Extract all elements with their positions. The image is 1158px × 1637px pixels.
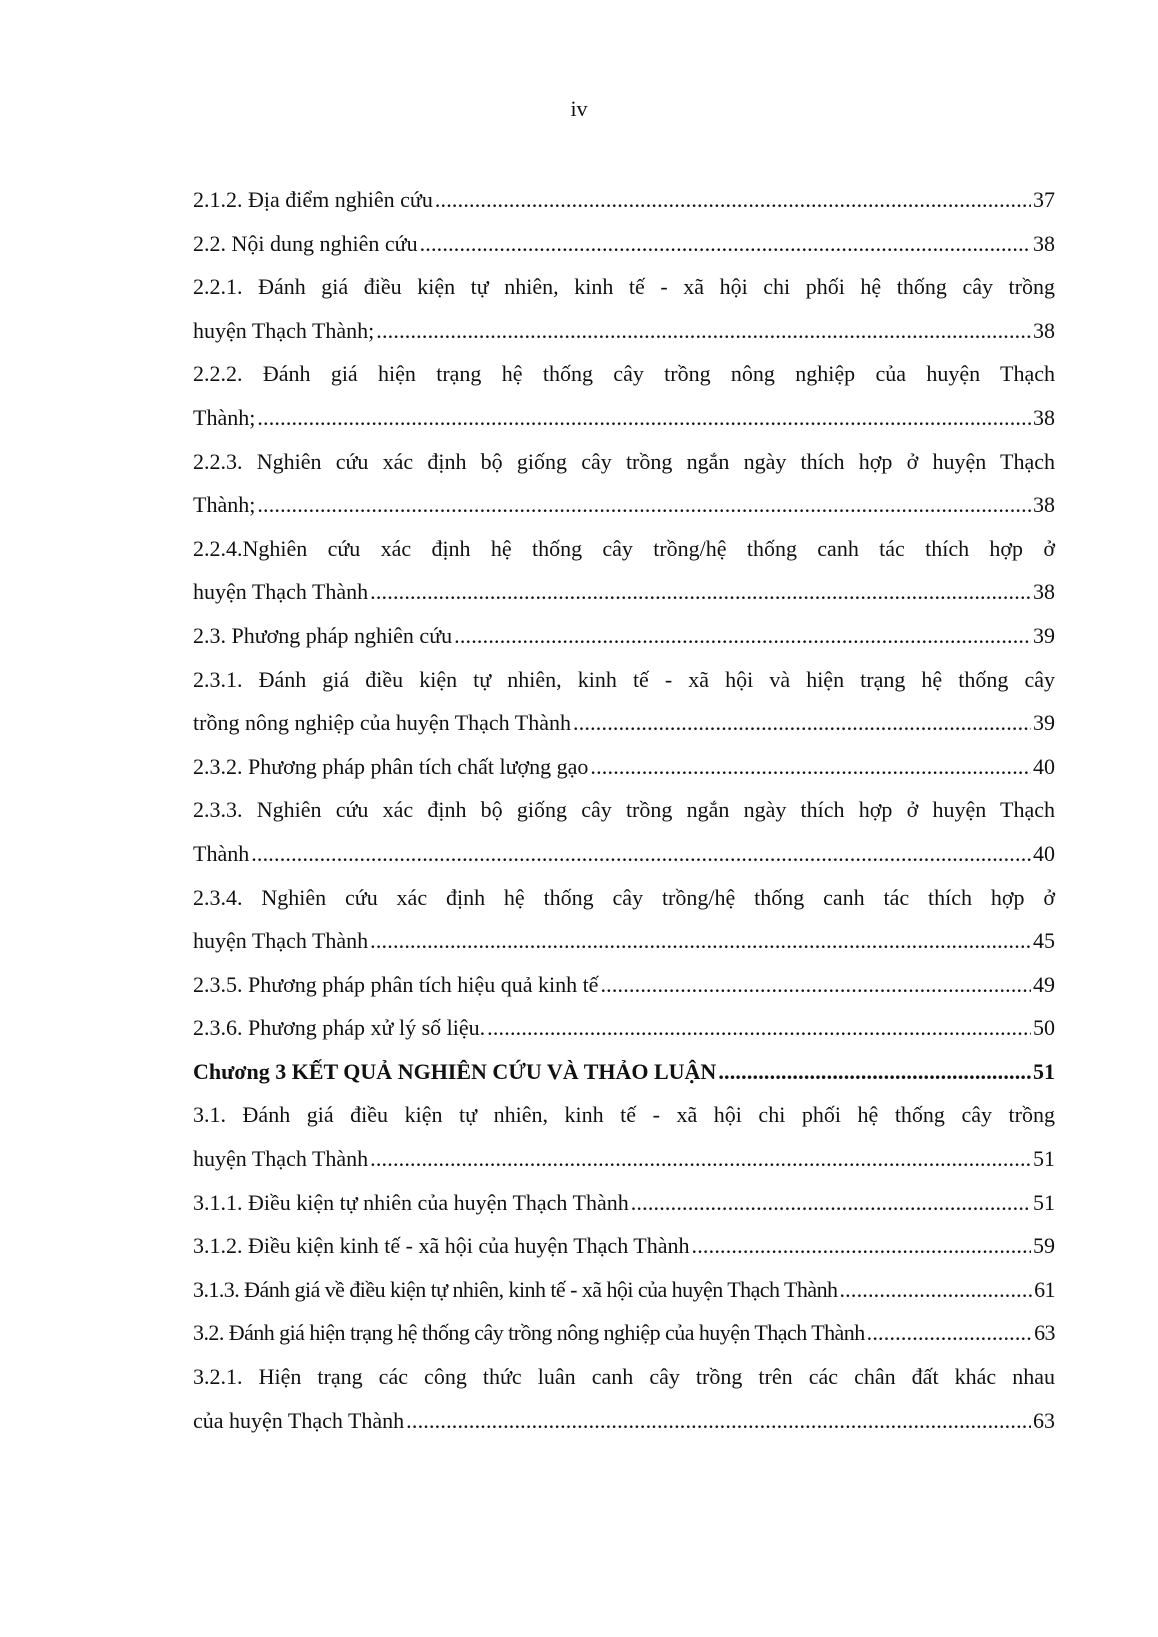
toc-entry-title-cont: huyện Thạch Thành	[193, 928, 369, 954]
toc-entry-title: 3.1.3. Đánh giá về điều kiện tự nhiên, kinh tế - xã hội của huyện Thạch Thành	[193, 1276, 838, 1302]
dot-leader	[839, 1268, 1032, 1312]
toc-page-number: 50	[1033, 1015, 1055, 1041]
toc-page-number: 63	[1034, 1320, 1055, 1346]
dot-leader	[590, 745, 1031, 789]
toc-page-number: 51	[1033, 1146, 1055, 1172]
toc-entry[interactable]	[193, 832, 1055, 876]
toc-page-number: 49	[1033, 971, 1055, 997]
toc-entry-title: 3.1.1. Điều kiện tự nhiên của huyện Thạch Thành	[193, 1189, 629, 1215]
toc-page-number: 38	[1033, 579, 1055, 605]
toc-entry-line[interactable]	[193, 352, 1055, 396]
toc-page-number: 39	[1033, 710, 1055, 736]
toc-entry-line[interactable]	[193, 265, 1055, 309]
toc-page-number: 38	[1033, 492, 1055, 518]
toc-entry-title: 2.3.1. Đánh giá điều kiện tự nhiên, kinh tế - xã hội và hiện trạng hệ thống cây	[193, 666, 1055, 692]
toc-entry-title: 3.2. Đánh giá hiện trạng hệ thống cây trồng nông nghiệp của huyện Thạch Thành	[193, 1320, 865, 1346]
toc-entry[interactable]	[193, 701, 1055, 745]
dot-leader	[718, 1050, 1031, 1094]
dot-leader	[257, 483, 1031, 527]
dot-leader	[420, 222, 1031, 266]
toc-entry-line[interactable]	[193, 788, 1055, 832]
toc-entry-title-cont: huyện Thạch Thành	[193, 1146, 369, 1172]
toc-entry[interactable]	[193, 483, 1055, 527]
dot-leader	[867, 1311, 1032, 1355]
toc-entry-title-cont: của huyện Thạch Thành	[193, 1407, 405, 1433]
toc-entry-title: 2.2.4.Nghiên cứu xác định hệ thống cây trồng/hệ thống canh tác thích hợp ở	[193, 535, 1055, 561]
toc-entry-title: 2.3.5. Phương pháp phân tích hiệu quả kinh tế	[193, 971, 599, 997]
toc-entry-line[interactable]	[193, 440, 1055, 484]
toc-page-number: 51	[1033, 1189, 1055, 1215]
toc-entry-title: 2.3. Phương pháp nghiên cứu	[193, 622, 453, 648]
toc-entry[interactable]	[193, 1137, 1055, 1181]
toc-entry-title: 2.2.3. Nghiên cứu xác định bộ giống cây trồng ngắn ngày thích hợp ở huyện Thạch	[193, 448, 1055, 474]
dot-leader	[487, 1006, 1031, 1050]
toc-entry-title: Chương 3 KẾT QUẢ NGHIÊN CỨU VÀ THẢO LUẬN	[193, 1058, 717, 1084]
dot-leader	[631, 1181, 1031, 1225]
page-number: iv	[570, 96, 588, 121]
toc-entry-title-cont: huyện Thạch Thành	[193, 579, 369, 605]
dot-leader	[370, 1137, 1031, 1181]
toc-entry-title-cont: trồng nông nghiệp của huyện Thạch Thành	[193, 710, 571, 736]
toc-entry-line[interactable]	[193, 876, 1055, 920]
toc-entry-title: 2.3.6. Phương pháp xử lý số liệu.	[193, 1015, 486, 1041]
toc-page-number: 63	[1033, 1407, 1055, 1433]
toc-page-number: 40	[1033, 753, 1055, 779]
dot-leader	[406, 1399, 1031, 1443]
toc-page-number: 59	[1033, 1233, 1055, 1259]
dot-leader	[370, 919, 1031, 963]
toc-page-number: 38	[1033, 404, 1055, 430]
toc-entry[interactable]	[193, 1268, 1055, 1312]
toc-entry[interactable]	[193, 222, 1055, 266]
dot-leader	[573, 701, 1031, 745]
toc-page-number: 39	[1033, 622, 1055, 648]
toc-entry[interactable]	[193, 396, 1055, 440]
dot-leader	[376, 309, 1031, 353]
toc-entry-line[interactable]	[193, 527, 1055, 571]
toc-entry-title-cont: Thành	[193, 840, 250, 866]
toc-entry[interactable]	[193, 614, 1055, 658]
toc-entry[interactable]	[193, 1006, 1055, 1050]
toc-entry[interactable]	[193, 919, 1055, 963]
toc-page-number: 51	[1033, 1058, 1055, 1084]
toc-entry[interactable]	[193, 309, 1055, 353]
toc-entry-title: 2.2.2. Đánh giá hiện trạng hệ thống cây trồng nông nghiệp của huyện Thạch	[193, 361, 1055, 387]
toc-page-number: 61	[1034, 1276, 1055, 1302]
toc-entry-title: 2.2. Nội dung nghiên cứu	[193, 230, 418, 256]
toc-entry-title: 2.3.3. Nghiên cứu xác định bộ giống cây trồng ngắn ngày thích hợp ở huyện Thạch	[193, 797, 1055, 823]
toc-page-number: 45	[1033, 928, 1055, 954]
dot-leader	[692, 1224, 1031, 1268]
toc-entry-title-cont: Thành;	[193, 404, 256, 430]
toc-page-number: 37	[1033, 187, 1055, 212]
toc-entry-title: 3.2.1. Hiện trạng các công thức luân canh cây trồng trên các chân đất khác nhau	[193, 1364, 1055, 1390]
dot-leader	[257, 396, 1031, 440]
toc-entry[interactable]	[193, 1050, 1055, 1094]
toc-entry-title: 3.1. Đánh giá điều kiện tự nhiên, kinh tế - xã hội chi phối hệ thống cây trồng	[193, 1102, 1055, 1128]
toc-entry-title: 2.2.1. Đánh giá điều kiện tự nhiên, kinh tế - xã hội chi phối hệ thống cây trồng	[193, 274, 1055, 300]
toc-entry[interactable]	[193, 178, 1055, 222]
dot-leader	[600, 963, 1031, 1007]
toc-entry-title-cont: Thành;	[193, 492, 256, 518]
toc-entry-title: 2.3.2. Phương pháp phân tích chất lượng gạo	[193, 753, 589, 779]
toc-entry[interactable]	[193, 1181, 1055, 1225]
dot-leader	[370, 570, 1031, 614]
toc-entry[interactable]	[193, 1224, 1055, 1268]
toc-entry-line[interactable]	[193, 1355, 1055, 1399]
toc-entry[interactable]	[193, 1311, 1055, 1355]
toc-entry[interactable]	[193, 963, 1055, 1007]
dot-leader	[251, 832, 1031, 876]
toc-entry[interactable]	[193, 570, 1055, 614]
toc-entry-title: 2.1.2. Địa điểm nghiên cứu	[193, 187, 433, 212]
dot-leader	[454, 614, 1031, 658]
toc-page-number: 38	[1033, 317, 1055, 343]
dot-leader	[435, 178, 1031, 222]
toc-entry[interactable]	[193, 745, 1055, 789]
table-of-contents	[193, 178, 1055, 1442]
toc-entry-line[interactable]	[193, 1093, 1055, 1137]
toc-entry-line[interactable]	[193, 658, 1055, 702]
toc-entry-title: 3.1.2. Điều kiện kinh tế - xã hội của huyện Thạch Thành	[193, 1233, 690, 1259]
toc-entry-title: 2.3.4. Nghiên cứu xác định hệ thống cây trồng/hệ thống canh tác thích hợp ở	[193, 884, 1055, 910]
toc-page-number: 38	[1033, 230, 1055, 256]
toc-entry[interactable]	[193, 1399, 1055, 1443]
toc-page-number: 40	[1033, 840, 1055, 866]
toc-entry-title-cont: huyện Thạch Thành;	[193, 317, 375, 343]
